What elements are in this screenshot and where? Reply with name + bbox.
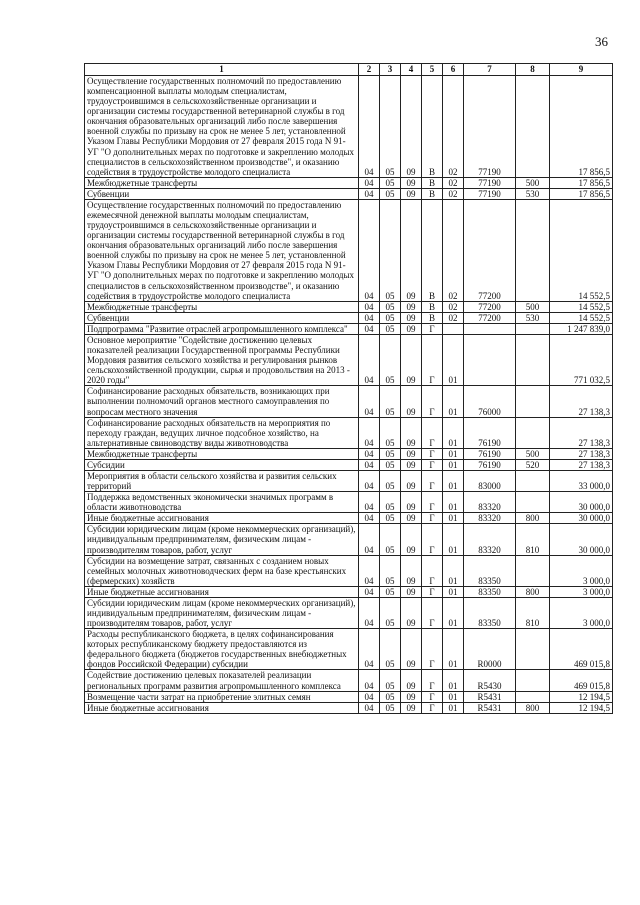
amount-cell: 17 856,5: [550, 76, 613, 178]
code-cell: 01: [443, 524, 464, 555]
code-cell: 83000: [464, 470, 516, 491]
code-cell: Г: [422, 417, 443, 448]
code-cell: 76190: [464, 448, 516, 459]
code-cell: 05: [380, 301, 401, 312]
code-cell: 05: [380, 188, 401, 199]
amount-cell: 33 000,0: [550, 470, 613, 491]
row-name-cell: Осуществление государственных полномочий по предоставлению ежемесячной денежной выплаты молодым специалистам, трудоустроившимся в сельскохозяйственные организации и организации системы государственной ветеринарной службы в год окончания образовательных организаций либо после завершения военной службы по призыву на срок не менее 5 лет, установленной Указом Главы Республики Мордовия от 27 февраля 2015 года N 91-УГ "О дополнительных мерах по подготовке и закреплению молодых специалистов в сельскохозяйственном производстве", и оказанию содействия в трудоустройстве молодого специалиста: [85, 199, 359, 301]
table-row: [85, 586, 613, 597]
code-cell: 04: [359, 199, 380, 301]
code-cell: 04: [359, 691, 380, 702]
expense-type-cell: [516, 492, 550, 513]
code-cell: 09: [401, 323, 422, 334]
expense-type-cell: 500: [516, 448, 550, 459]
code-cell: 01: [443, 555, 464, 586]
row-name-cell: Мероприятия в области сельского хозяйства и развития сельских территорий: [85, 470, 359, 491]
expense-type-cell: 810: [516, 524, 550, 555]
code-cell: 05: [380, 470, 401, 491]
code-cell: 01: [443, 702, 464, 713]
code-cell: 09: [401, 691, 422, 702]
table-row: [85, 597, 613, 628]
code-cell: 09: [401, 702, 422, 713]
code-cell: 09: [401, 177, 422, 188]
code-cell: 04: [359, 386, 380, 417]
table-row: [85, 448, 613, 459]
code-cell: 05: [380, 177, 401, 188]
code-cell: 09: [401, 301, 422, 312]
expense-type-cell: [516, 691, 550, 702]
code-cell: 02: [443, 76, 464, 178]
code-cell: R5431: [464, 702, 516, 713]
expense-type-cell: [516, 417, 550, 448]
table-row: [85, 702, 613, 713]
row-name-cell: Межбюджетные трансферты: [85, 448, 359, 459]
amount-cell: 14 552,5: [550, 199, 613, 301]
code-cell: 01: [443, 448, 464, 459]
code-cell: 09: [401, 334, 422, 385]
code-cell: 09: [401, 470, 422, 491]
table-row: [85, 188, 613, 199]
column-header: 1: [85, 64, 359, 76]
amount-cell: 30 000,0: [550, 513, 613, 524]
code-cell: Г: [422, 492, 443, 513]
code-cell: Г: [422, 470, 443, 491]
code-cell: 01: [443, 586, 464, 597]
table-row: [85, 459, 613, 470]
code-cell: 09: [401, 629, 422, 670]
code-cell: 09: [401, 448, 422, 459]
code-cell: 09: [401, 386, 422, 417]
amount-cell: 469 015,8: [550, 629, 613, 670]
code-cell: Г: [422, 524, 443, 555]
code-cell: 04: [359, 448, 380, 459]
code-cell: 04: [359, 177, 380, 188]
budget-table: [84, 63, 613, 714]
code-cell: 83350: [464, 555, 516, 586]
code-cell: 01: [443, 629, 464, 670]
expense-type-cell: [516, 470, 550, 491]
expense-type-cell: [516, 323, 550, 334]
code-cell: Г: [422, 670, 443, 691]
page-number: 36: [595, 34, 608, 49]
expense-type-cell: 520: [516, 459, 550, 470]
code-cell: 76190: [464, 417, 516, 448]
code-cell: 04: [359, 524, 380, 555]
code-cell: 05: [380, 492, 401, 513]
code-cell: 05: [380, 386, 401, 417]
row-name-cell: Содействие достижению целевых показателей реализации региональных программ развития агропромышленного комплекса: [85, 670, 359, 691]
row-name-cell: Субвенции: [85, 188, 359, 199]
code-cell: 09: [401, 586, 422, 597]
code-cell: 83350: [464, 597, 516, 628]
expense-type-cell: [516, 386, 550, 417]
code-cell: 04: [359, 670, 380, 691]
column-header: 2: [359, 64, 380, 76]
code-cell: 77190: [464, 188, 516, 199]
row-name-cell: Субсидии юридическим лицам (кроме некоммерческих организаций), индивидуальным предпринимателям, физическим лицам - производителям товаров, работ, услуг: [85, 597, 359, 628]
code-cell: 02: [443, 177, 464, 188]
expense-type-cell: 530: [516, 312, 550, 323]
code-cell: 09: [401, 492, 422, 513]
expense-type-cell: [516, 629, 550, 670]
code-cell: 04: [359, 470, 380, 491]
code-cell: 09: [401, 670, 422, 691]
column-header: 4: [401, 64, 422, 76]
amount-cell: 27 138,3: [550, 386, 613, 417]
code-cell: 05: [380, 524, 401, 555]
code-cell: 04: [359, 513, 380, 524]
code-cell: 09: [401, 199, 422, 301]
code-cell: 04: [359, 586, 380, 597]
table-row: [85, 76, 613, 178]
code-cell: В: [422, 301, 443, 312]
amount-cell: 27 138,3: [550, 448, 613, 459]
amount-cell: 30 000,0: [550, 524, 613, 555]
amount-cell: 3 000,0: [550, 555, 613, 586]
code-cell: 05: [380, 691, 401, 702]
column-header: 3: [380, 64, 401, 76]
code-cell: 05: [380, 597, 401, 628]
code-cell: Г: [422, 691, 443, 702]
table-row: [85, 629, 613, 670]
row-name-cell: Осуществление государственных полномочий по предоставлению компенсационной выплаты молодым специалистам, трудоустроившимся в сельскохозяйственные организации и организации системы государственной ветеринарной службы в год окончания образовательных организаций либо после завершения военной службы по призыву на срок не менее 5 лет, установленной Указом Главы Республики Мордовия от 27 февраля 2015 года N 91-УГ "О дополнительных мерах по подготовке и закреплению молодых специалистов в сельскохозяйственном производстве", и оказанию содействия в трудоустройстве молодого специалиста: [85, 76, 359, 178]
code-cell: 01: [443, 459, 464, 470]
header-row: [85, 64, 613, 76]
code-cell: 05: [380, 555, 401, 586]
amount-cell: 12 194,5: [550, 702, 613, 713]
code-cell: Г: [422, 386, 443, 417]
code-cell: 05: [380, 312, 401, 323]
table-row: [85, 513, 613, 524]
expense-type-cell: [516, 555, 550, 586]
code-cell: В: [422, 76, 443, 178]
column-header: 5: [422, 64, 443, 76]
code-cell: [464, 323, 516, 334]
code-cell: 83320: [464, 513, 516, 524]
code-cell: 09: [401, 188, 422, 199]
code-cell: 76190: [464, 459, 516, 470]
code-cell: 04: [359, 629, 380, 670]
code-cell: 77200: [464, 312, 516, 323]
code-cell: 01: [443, 417, 464, 448]
amount-cell: 12 194,5: [550, 691, 613, 702]
column-header: 6: [443, 64, 464, 76]
row-name-cell: Софинансирование расходных обязательств на мероприятия по переходу граждан, ведущих личное подсобное хозяйство, на альтернативные свиноводству виды животноводства: [85, 417, 359, 448]
expense-type-cell: [516, 76, 550, 178]
code-cell: 05: [380, 513, 401, 524]
expense-type-cell: [516, 670, 550, 691]
table-row: [85, 691, 613, 702]
code-cell: 09: [401, 513, 422, 524]
code-cell: R5431: [464, 691, 516, 702]
code-cell: 04: [359, 323, 380, 334]
table-row: [85, 417, 613, 448]
code-cell: 04: [359, 555, 380, 586]
code-cell: 05: [380, 76, 401, 178]
amount-cell: 469 015,8: [550, 670, 613, 691]
column-header: 8: [516, 64, 550, 76]
code-cell: Г: [422, 597, 443, 628]
code-cell: Г: [422, 586, 443, 597]
code-cell: 77200: [464, 199, 516, 301]
code-cell: 09: [401, 417, 422, 448]
code-cell: В: [422, 312, 443, 323]
row-name-cell: Субсидии юридическим лицам (кроме некоммерческих организаций), индивидуальным предпринимателям, физическим лицам - производителям товаров, работ, услуг: [85, 524, 359, 555]
code-cell: 77190: [464, 76, 516, 178]
code-cell: [443, 323, 464, 334]
code-cell: Г: [422, 702, 443, 713]
amount-cell: 771 032,5: [550, 334, 613, 385]
code-cell: 04: [359, 702, 380, 713]
code-cell: 02: [443, 312, 464, 323]
code-cell: 09: [401, 597, 422, 628]
code-cell: 01: [443, 470, 464, 491]
code-cell: R5430: [464, 670, 516, 691]
table-row: [85, 312, 613, 323]
table-row: [85, 386, 613, 417]
code-cell: 05: [380, 417, 401, 448]
code-cell: В: [422, 199, 443, 301]
code-cell: [464, 334, 516, 385]
code-cell: Г: [422, 459, 443, 470]
code-cell: 04: [359, 188, 380, 199]
amount-cell: 17 856,5: [550, 177, 613, 188]
table-row: [85, 323, 613, 334]
expense-type-cell: [516, 199, 550, 301]
code-cell: 04: [359, 76, 380, 178]
code-cell: 05: [380, 702, 401, 713]
amount-cell: 3 000,0: [550, 597, 613, 628]
code-cell: 05: [380, 629, 401, 670]
row-name-cell: Основное мероприятие "Содействие достижению целевых показателей реализации Государственной программы Республики Мордовия развития сельского хозяйства и регулирования рынков сельскохозяйственной продукции, сырья и продовольствия на 2013 - 2020 годы": [85, 334, 359, 385]
code-cell: 76000: [464, 386, 516, 417]
row-name-cell: Межбюджетные трансферты: [85, 177, 359, 188]
expense-type-cell: 530: [516, 188, 550, 199]
row-name-cell: Подпрограмма "Развитие отраслей агропромышленного комплекса": [85, 323, 359, 334]
code-cell: 83320: [464, 492, 516, 513]
table-row: [85, 334, 613, 385]
code-cell: Г: [422, 555, 443, 586]
table-row: [85, 301, 613, 312]
row-name-cell: Иные бюджетные ассигнования: [85, 586, 359, 597]
code-cell: 09: [401, 524, 422, 555]
code-cell: 02: [443, 301, 464, 312]
code-cell: 77190: [464, 177, 516, 188]
expense-type-cell: [516, 334, 550, 385]
code-cell: 05: [380, 448, 401, 459]
code-cell: 05: [380, 586, 401, 597]
code-cell: 05: [380, 334, 401, 385]
amount-cell: 3 000,0: [550, 586, 613, 597]
table-row: [85, 524, 613, 555]
code-cell: 04: [359, 334, 380, 385]
code-cell: 01: [443, 691, 464, 702]
code-cell: 05: [380, 323, 401, 334]
table-row: [85, 492, 613, 513]
amount-cell: 30 000,0: [550, 492, 613, 513]
code-cell: 09: [401, 76, 422, 178]
row-name-cell: Межбюджетные трансферты: [85, 301, 359, 312]
code-cell: 01: [443, 670, 464, 691]
code-cell: R0000: [464, 629, 516, 670]
code-cell: 04: [359, 301, 380, 312]
row-name-cell: Субвенции: [85, 312, 359, 323]
table-row: [85, 199, 613, 301]
row-name-cell: Поддержка ведомственных экономически значимых программ в области животноводства: [85, 492, 359, 513]
amount-cell: 27 138,3: [550, 459, 613, 470]
code-cell: В: [422, 177, 443, 188]
table-row: [85, 555, 613, 586]
expense-type-cell: 810: [516, 597, 550, 628]
code-cell: 83350: [464, 586, 516, 597]
code-cell: 09: [401, 555, 422, 586]
code-cell: В: [422, 188, 443, 199]
expense-type-cell: 500: [516, 177, 550, 188]
amount-cell: 14 552,5: [550, 312, 613, 323]
code-cell: 05: [380, 199, 401, 301]
code-cell: 01: [443, 597, 464, 628]
expense-type-cell: 800: [516, 586, 550, 597]
code-cell: 04: [359, 597, 380, 628]
column-header: 7: [464, 64, 516, 76]
code-cell: 04: [359, 459, 380, 470]
code-cell: 77200: [464, 301, 516, 312]
column-header: 9: [550, 64, 613, 76]
table-row: [85, 670, 613, 691]
expense-type-cell: 800: [516, 513, 550, 524]
code-cell: 01: [443, 386, 464, 417]
code-cell: Г: [422, 629, 443, 670]
expense-type-cell: 800: [516, 702, 550, 713]
code-cell: Г: [422, 334, 443, 385]
code-cell: 02: [443, 188, 464, 199]
row-name-cell: Субсидии: [85, 459, 359, 470]
code-cell: 04: [359, 417, 380, 448]
code-cell: Г: [422, 513, 443, 524]
code-cell: 04: [359, 312, 380, 323]
code-cell: 83320: [464, 524, 516, 555]
code-cell: 04: [359, 492, 380, 513]
code-cell: 05: [380, 459, 401, 470]
row-name-cell: Расходы республиканского бюджета, в целях софинансирования которых республиканскому бюджету предоставляются из федерального бюджета (бюджетов государственных внебюджетных фондов Российской Федерации) субсидии: [85, 629, 359, 670]
amount-cell: 17 856,5: [550, 188, 613, 199]
code-cell: 09: [401, 312, 422, 323]
amount-cell: 1 247 839,0: [550, 323, 613, 334]
code-cell: Г: [422, 323, 443, 334]
row-name-cell: Иные бюджетные ассигнования: [85, 513, 359, 524]
code-cell: 09: [401, 459, 422, 470]
code-cell: 01: [443, 492, 464, 513]
row-name-cell: Софинансирование расходных обязательств, возникающих при выполнении полномочий органов местного самоуправления по вопросам местного значения: [85, 386, 359, 417]
code-cell: 01: [443, 513, 464, 524]
code-cell: 05: [380, 670, 401, 691]
amount-cell: 27 138,3: [550, 417, 613, 448]
code-cell: 01: [443, 334, 464, 385]
row-name-cell: Субсидии на возмещение затрат, связанных с созданием новых семейных молочных животноводческих ферм на базе крестьянских (фермерских) хозяйств: [85, 555, 359, 586]
table-body: [85, 76, 613, 714]
table-row: [85, 177, 613, 188]
table-row: [85, 470, 613, 491]
expense-type-cell: 500: [516, 301, 550, 312]
code-cell: Г: [422, 448, 443, 459]
row-name-cell: Возмещение части затрат на приобретение элитных семян: [85, 691, 359, 702]
code-cell: 02: [443, 199, 464, 301]
amount-cell: 14 552,5: [550, 301, 613, 312]
row-name-cell: Иные бюджетные ассигнования: [85, 702, 359, 713]
